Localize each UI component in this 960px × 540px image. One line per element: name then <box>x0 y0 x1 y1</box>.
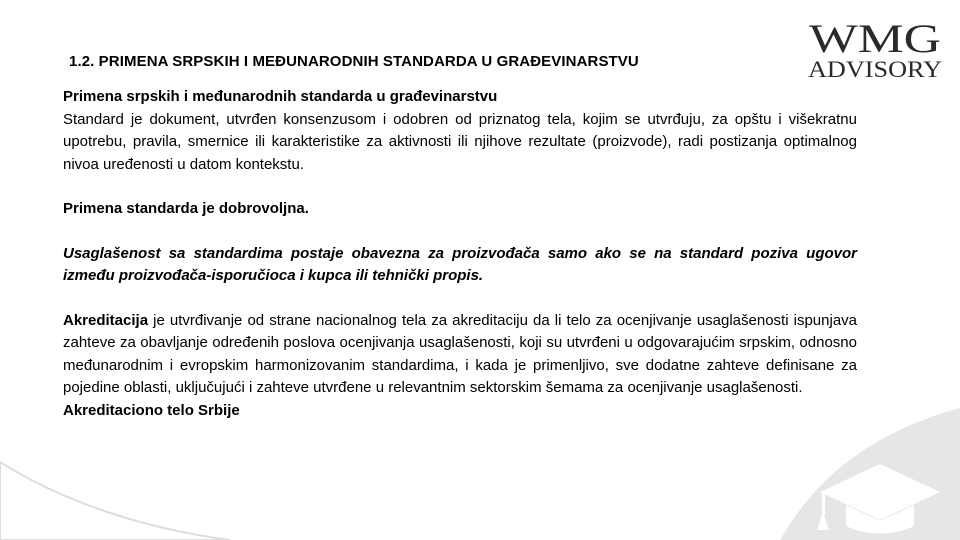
slide-content <box>63 86 857 422</box>
accreditation-body-name: Akreditaciono telo Srbije <box>63 401 240 419</box>
slide-heading: 1.2. PRIMENA SRPSKIH I MEĐUNARODNIH STANDARDA U GRAĐEVINARSTVU <box>69 53 639 70</box>
spacer <box>63 288 857 310</box>
accreditation-paragraph <box>63 310 857 400</box>
logo-advisory-text: ADVISORY <box>808 57 943 80</box>
voluntary-statement: Primena standarda je dobrovoljna. <box>63 200 309 217</box>
standard-definition-paragraph: Standard je dokument, utvrđen konsenzusom i odobren od priznatog tela, kojim se utvrđuju, za opštu i višekratnu upotrebu, pravila, smernice ili karakteristike za aktivnosti ili njihove rezultate (proizvode), radi postizanja optimalnog nivoa uređenosti u datom kontekstu. <box>63 110 857 173</box>
logo-wmg-text: WMG <box>809 16 941 61</box>
corner-swoosh-shape <box>780 408 960 540</box>
corner-wave-shape <box>0 462 230 540</box>
graduation-cap-icon <box>817 464 940 534</box>
subheading: Primena srpskih i međunarodnih standarda u građevinarstvu <box>63 88 498 105</box>
wmg-advisory-logo <box>806 14 944 80</box>
spacer <box>63 176 857 198</box>
accreditation-definition: je utvrđivanje od strane nacionalnog tela za akreditaciju da li telo za ocenjivanje usaglašenosti ispunjava zahteve za obavljanje određenih poslova ocenjivanja usaglašenosti, koji su utvrđeni u odgovarajućim srpskim, odnosno međunarodnim i evropskim harmonizovanim standardima, i kada je primenljivo, sve dodatne zahteve definisane za pojedine oblasti, uključujući i zahteve utvrđene u relevantnim sektorskim šemama za ocenjivanje usaglašenosti. <box>63 311 857 396</box>
compliance-paragraph: Usaglašenost sa standardima postaje obavezna za proizvođača samo ako se na standard poziva ugovor između proizvođača-isporučioca i kupca ili tehnički propis. <box>63 244 857 284</box>
spacer <box>63 221 857 243</box>
accreditation-term: Akreditacija <box>63 311 149 329</box>
